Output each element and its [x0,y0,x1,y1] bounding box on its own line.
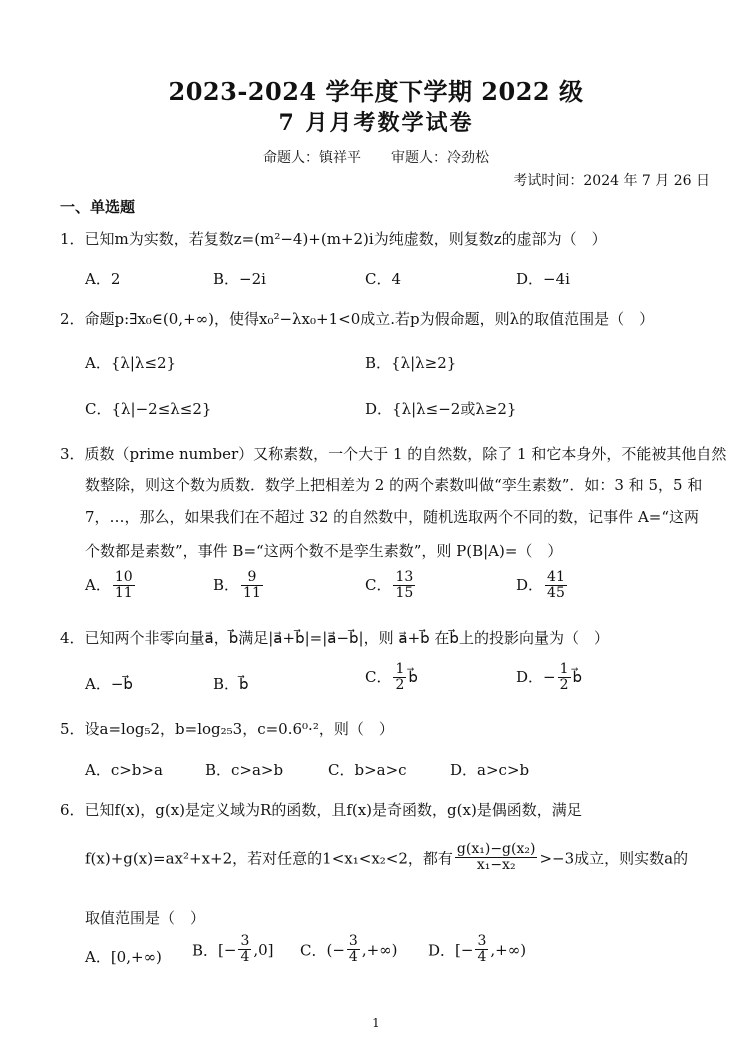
q3-line4: 个数都是素数”，事件 B=“这两个数不是孪生素数”，则 P(B|A)=（ ） [85,542,563,560]
q1-option-b: B．−2i [213,270,266,288]
q4-d-tail: b⃗ [572,667,583,686]
q3-a-den: 11 [114,585,133,602]
q5-option-b: B．c>a>b [205,761,284,779]
q3-d-den: 45 [547,585,565,602]
q6-c-den: 4 [348,949,358,966]
q3-line2: 数整除，则这个数为质数．数学上把相差为 2 的两个素数叫做“孪生素数”．如：3 和 5，5 和 [85,476,703,494]
q3-d-fraction [545,570,567,602]
section-title: 一、单选题 [60,198,136,216]
q4-d-fraction [558,662,571,694]
q3-a-num: 10 [114,569,133,585]
q6-b-post: ,0] [253,940,274,959]
q1-stem: 1．已知m为实数，若复数z=(m²−4)+(m+2)i为纯虚数，则复数z的虚部为（ ） [60,230,607,248]
q6-d-num: 3 [477,933,487,949]
q6-d-label: D． [428,941,456,960]
q4-option-a: A．−b⃗ [85,675,133,693]
q3-a-fraction [113,570,135,602]
q6-d-fraction [475,934,488,966]
q6-line2 [85,842,688,874]
q2-option-a: A．{λ|λ≤2} [85,354,177,372]
q3-b-num: 9 [241,570,263,586]
q1-option-c: C．4 [365,270,402,288]
q4-c-fraction [393,662,406,694]
q2-option-b: B．{λ|λ≥2} [365,354,457,372]
q6-b-den: 4 [240,949,250,966]
q3-c-den: 15 [395,585,414,602]
q4-d-label: D．− [516,667,556,686]
q3-c-fraction [393,570,415,602]
q3-option-a [85,570,137,602]
q6-frac-den: x₁−x₂ [476,857,516,874]
q6-fraction [455,842,538,874]
q6-c-post: ,+∞) [361,940,398,959]
q5-option-a: A．c>b>a [85,761,163,779]
q3-b-fraction [241,570,263,602]
q4-c-num: 1 [395,661,405,677]
q6-b-fraction [238,934,251,966]
q3-option-c [365,570,417,602]
q6-option-b [192,934,274,966]
q6-c-label: C． [300,941,327,960]
q4-option-d [516,662,582,694]
q3-a-label: A． [85,575,111,594]
exam-authors [0,147,752,167]
q4-c-tail: b⃗ [408,667,418,686]
q6-b-label: B． [192,941,219,960]
q4-option-c [365,662,418,694]
q6-line3: 取值范围是（ ） [85,909,206,927]
page-number: 1 [372,1016,380,1030]
q6-line2-pre: f(x)+g(x)=ax²+x+2，若对任意的1<x₁<x₂<2，都有 [85,849,453,868]
q6-c-fraction [347,934,360,966]
exam-title-line1: 2023-2024 学年度下学期 2022 级 [168,77,584,106]
q6-line2-post: >−3成立，则实数a的 [539,849,689,868]
q6-option-c [300,934,398,966]
q3-b-label: B． [213,575,240,594]
q5-option-d: D．a>c>b [450,761,530,779]
q6-c-pre: (− [326,940,345,959]
reviewer-label: 审题人：冷劲松 [391,150,489,166]
q6-b-pre: [− [218,940,237,959]
q2-stem: 2．命题p:∃x₀∈(0,+∞)，使得x₀²−λx₀+1<0成立.若p为假命题，则λ的取值范围是（ ） [60,310,655,328]
author-label: 命题人：镇祥平 [263,150,361,166]
q6-option-a: A．[0,+∞) [85,948,162,966]
q6-d-den: 4 [477,949,487,966]
q4-d-num: 1 [559,661,569,677]
exam-date: 考试时间：2024 年 7 月 26 日 [513,173,710,189]
q2-option-c: C．{λ|−2≤λ≤2} [85,400,212,418]
q3-line1: 3．质数（prime number）又称素数，一个大于 1 的自然数，除了 1 和它本身外，不能被其他自然 [60,445,727,463]
q6-frac-num: g(x₁)−g(x₂) [456,841,536,857]
q6-option-d [428,934,526,966]
q3-d-num: 41 [547,569,565,585]
q4-stem: 4．已知两个非零向量a⃗，b⃗满足|a⃗+b⃗|=|a⃗−b⃗|，则 a⃗+b⃗ 在b⃗上的投影向量为（ ） [60,629,609,647]
q6-d-pre: [− [455,940,474,959]
q6-b-num: 3 [240,933,250,949]
q4-d-den: 2 [559,677,569,694]
q6-d-post: ,+∞) [490,940,527,959]
q5-option-c: C．b>a>c [328,761,407,779]
q4-c-label: C． [365,667,392,686]
q5-stem: 5．设a=log₅2，b=log₂₅3，c=0.6⁰·²，则（ ） [60,720,394,738]
q3-line3: 7，…，那么，如果我们在不超过 32 的自然数中，随机选取两个不同的数，记事件 A=“这两 [85,508,700,526]
q1-option-a: A．2 [85,270,121,288]
q3-d-label: D． [516,575,544,594]
q3-option-b [213,570,265,602]
exam-title-line2: 7 月月考数学试卷 [278,110,474,136]
q4-c-den: 2 [395,677,405,694]
q6-c-num: 3 [348,933,358,949]
q3-option-d [516,570,569,602]
q3-b-den: 11 [243,585,261,602]
q3-c-label: C． [365,575,392,594]
q2-option-d: D．{λ|λ≤−2或λ≥2} [365,400,517,418]
q4-option-b: B．b⃗ [213,675,249,693]
q1-option-d: D．−4i [516,270,570,288]
q3-c-num: 13 [395,569,414,585]
q6-line1: 6．已知f(x)，g(x)是定义域为R的函数，且f(x)是奇函数，g(x)是偶函数，满足 [60,801,582,819]
